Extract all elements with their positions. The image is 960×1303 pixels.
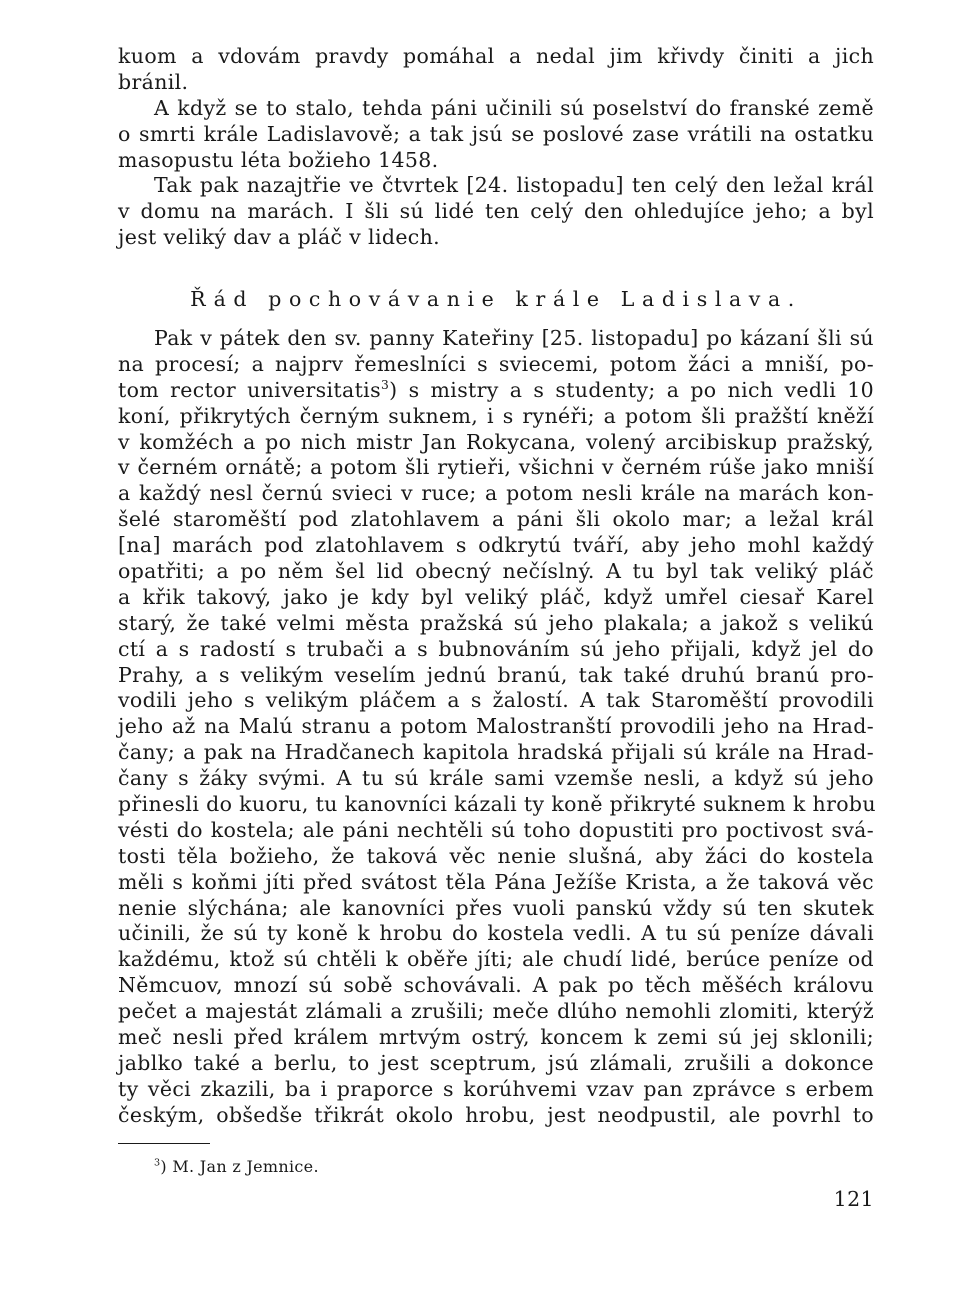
footnote-ref[interactable]: 3: [380, 377, 390, 392]
text-line: jeho až na Malú stranu a potom Malostranští provodili jeho na Hrad-: [118, 714, 874, 739]
main-paragraph: [118, 326, 874, 1129]
page-number: 121: [833, 1187, 874, 1211]
text-line: pečet a majestát zlámali a zrušili; meče dlúho nemohli zlomiti, kterýž: [118, 999, 874, 1024]
text-line: v černém ornátě; a potom šli rytieři, všichni v černém rúše jako mniší: [118, 455, 874, 480]
text-line: ty věci zkazili, ba i praporce s korúhvemi vzav pan zprávce s erbem: [118, 1076, 874, 1101]
footnote-divider: [118, 1143, 210, 1144]
text-fragment: tom rector universitatis: [118, 377, 381, 402]
text-line: [na] marách pod zlatohlavem s odkrytú tváří, aby jeho mohl každý: [118, 533, 874, 558]
text-line: měli s koňmi jíti před svátost těla Pána Ježíše Krista, a že taková věc: [118, 869, 874, 894]
text-line: na procesí; a najprv řemeslníci s sviecemi, potom žáci a mniší, po-: [118, 351, 874, 376]
text-line: Pak v pátek den sv. panny Kateřiny [25. listopadu] po kázaní šli sú: [154, 326, 874, 350]
text-line: opatřiti; a po něm šel lid obecný nečíslný. A tu byl tak veliký pláč: [118, 559, 874, 584]
text-line: vodili jeho s velikým pláčem a s žalostí. A tak Staroměští provodili: [118, 688, 874, 713]
text-line: koní, přikrytých černým suknem, i s rynéři; a potom šli pražští kněží: [118, 403, 874, 428]
text-fragment: ) s mistry a s studenty; a po nich vedli 10: [389, 377, 875, 402]
text-line: a každý nesl černú svieci v ruce; a potom nesli krále na marách kon-: [118, 481, 874, 506]
text-line: meč nesli před králem mrtvým ostrý, koncem k zemi sú jej sklonili;: [118, 1025, 874, 1050]
text-line: bránil.: [118, 69, 189, 94]
text-line: Prahy, a s velikým veselím jednú branú, tak také druhú branú pro-: [118, 662, 874, 687]
text-line: v komžéch a po nich mistr Jan Rokycana, volený arcibiskup pražský,: [118, 429, 874, 454]
text-line: přinesli do kuoru, tu kanovníci kázali ty koně přikryté suknem k hrobu: [118, 792, 876, 817]
text-line-with-footnote-ref: [118, 378, 874, 404]
footnote-text: ) M. Jan z Jemnice.: [160, 1157, 319, 1176]
text-line: o smrti krále Ladislavově; a tak jsú se poslové zase vrátili na ostatku: [118, 121, 874, 146]
text-line: ctí a s radostí s trubači a s bubnováním sú jeho přijali, když jel do: [118, 636, 874, 661]
text-line: A když se to stalo, tehda páni učinili sú poselství do franské země: [154, 95, 874, 120]
text-line: Němcuov, mnozí sú sobě schovávali. A pak po těch měšéch královu: [118, 973, 874, 998]
footnote-mark: 3: [154, 1157, 161, 1169]
text-line: nenie slýchána; ale kanovníci přes vuoli panskú vždy sú ten skutek: [118, 895, 874, 920]
text-line: kuom a vdovám pravdy pomáhal a nedal jim křivdy činiti a jich: [118, 44, 874, 68]
section-heading: Řád pochovávanie krále Ladislava.: [190, 287, 802, 311]
text-line: jablko také a berlu, to jest sceptrum, jsú zlámali, zrušili a dokonce: [118, 1050, 874, 1075]
text-line: čany s žáky svými. A tu sú krále sami vzemše nesli, a když sú jeho: [118, 766, 874, 791]
text-line: českým, obšedše třikrát okolo hrobu, jest neodpustil, ale povrhl to: [118, 1102, 874, 1127]
text-line: starý, že také velmi města pražská sú jeho plakala; a jakož s velikú: [118, 610, 874, 635]
text-line: masopustu léta božieho 1458.: [118, 147, 439, 172]
text-line: a křik takový, jako je kdy byl veliký pláč, když umřel ciesař Karel: [118, 584, 874, 609]
text-line: v domu na marách. I šli sú lidé ten celý den ohledujíce jeho; a byl: [118, 199, 874, 224]
text-line: jest veliký dav a pláč v lidech.: [118, 225, 441, 250]
opening-paragraphs: [118, 44, 874, 251]
text-line: každému, ktož sú chtěli k oběře jíti; ale chudí lidé, berúce peníze od: [118, 947, 874, 972]
footnote: [154, 1156, 319, 1178]
text-line: učinili, že sú ty koně k hrobu do kostela vedli. A tu sú peníze dávali: [118, 921, 874, 946]
text-line: vésti do kostela; ale páni nechtěli sú toho dopustiti pro poctivost svá-: [118, 817, 874, 842]
text-line: Tak pak nazajtřie ve čtvrtek [24. listopadu] ten celý den ležal král: [154, 173, 874, 198]
text-line: čany; a pak na Hradčanech kapitola hradská přijali sú krále na Hrad-: [118, 740, 874, 765]
text-line: šelé staroměští pod zlatohlavem a páni šli okolo mar; a ležal král: [118, 507, 874, 532]
text-line: tosti těla božieho, že taková věc nenie slušná, aby žáci do kostela: [118, 843, 874, 868]
